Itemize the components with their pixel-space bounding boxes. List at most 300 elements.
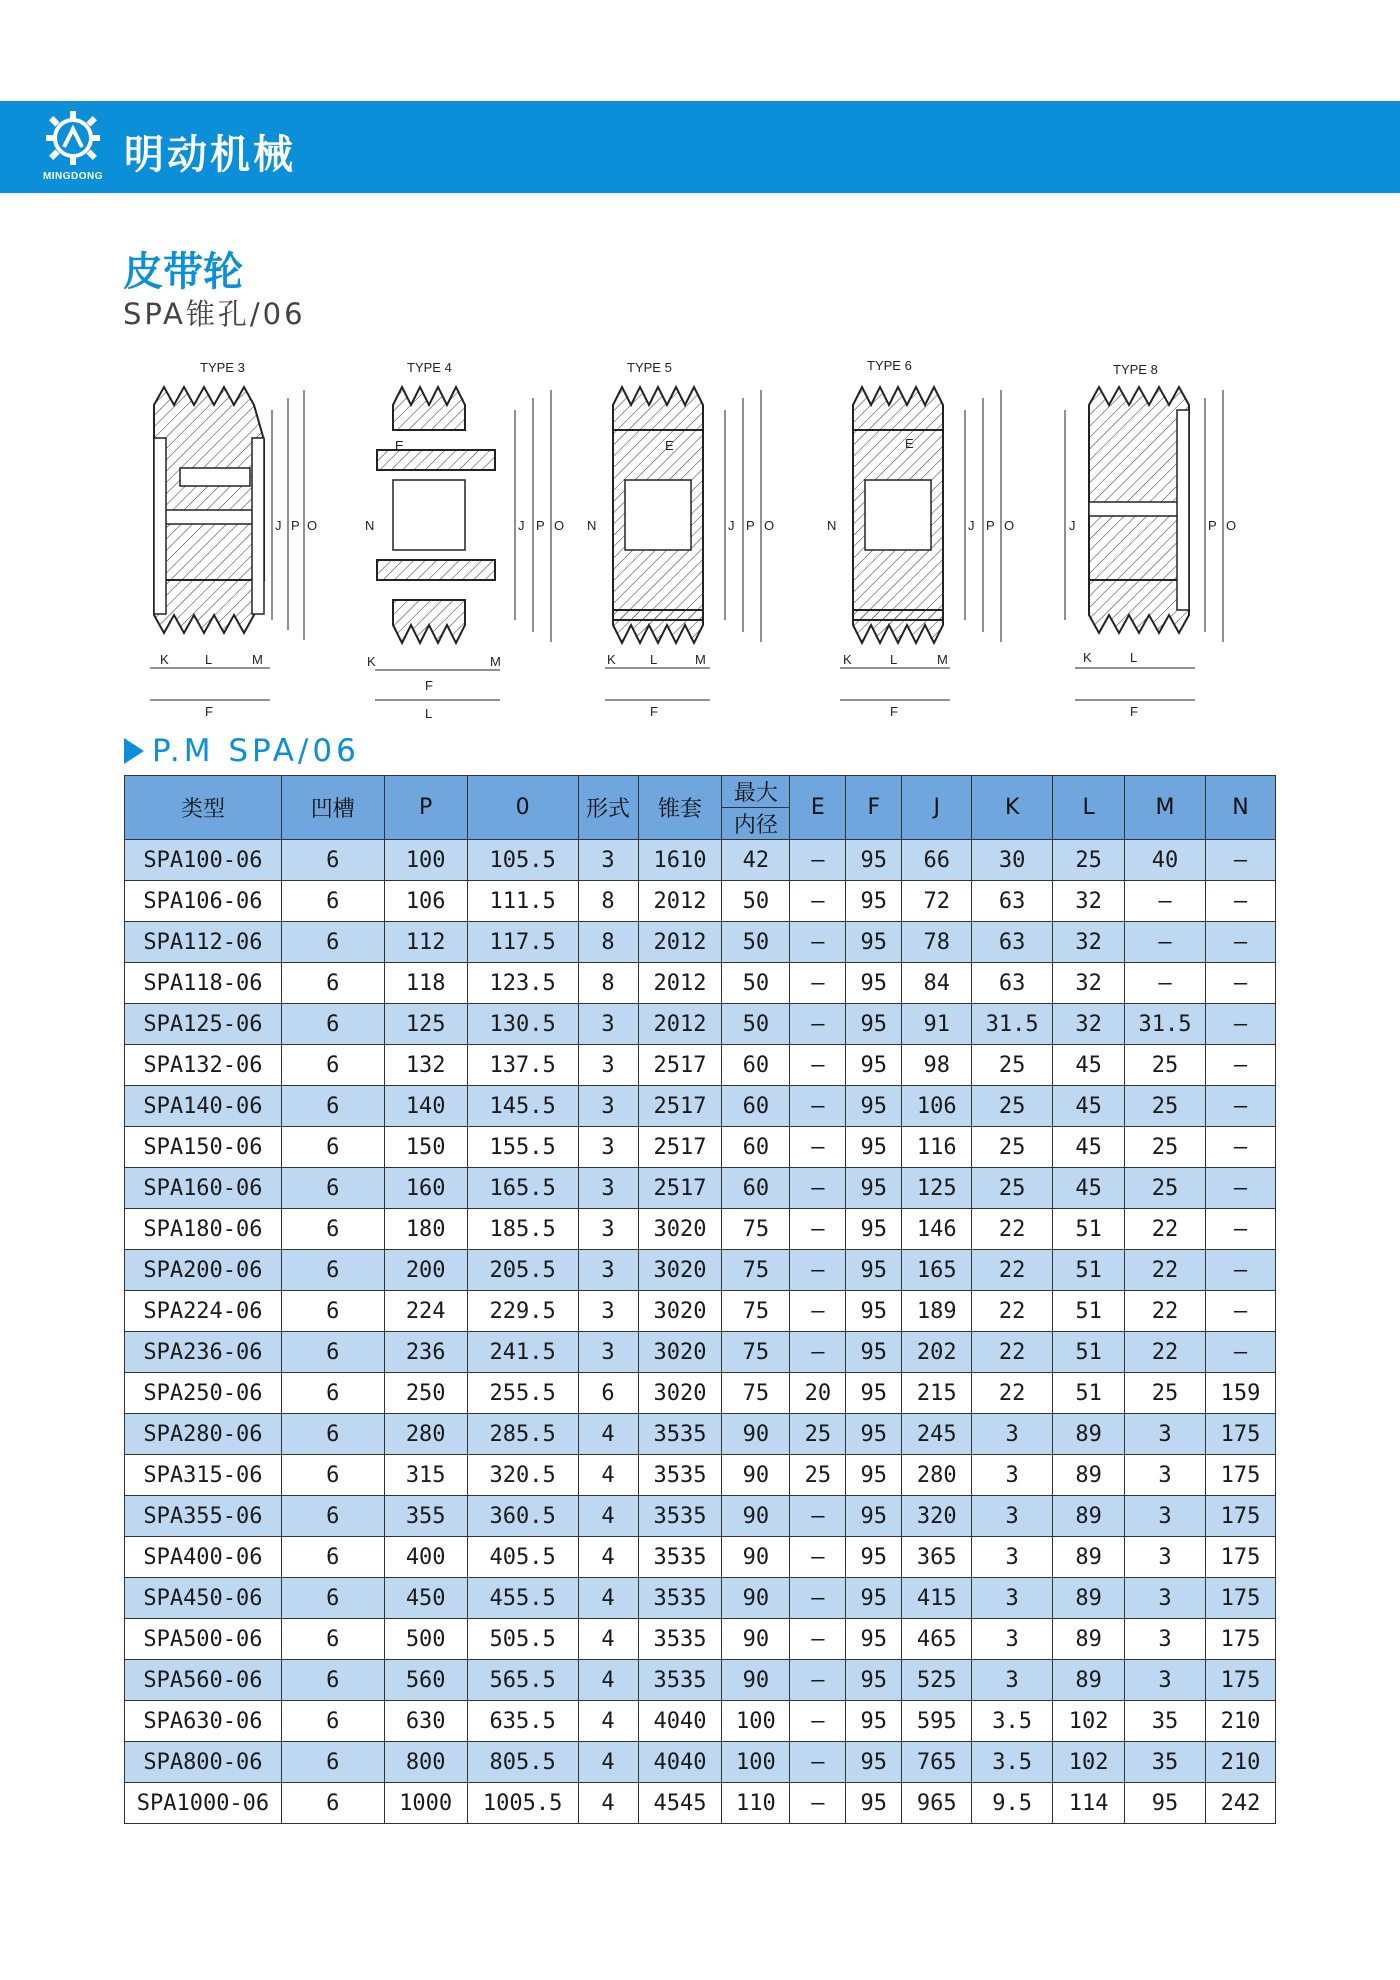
table-cell: — (790, 1332, 846, 1373)
table-cell: SPA140-06 (125, 1086, 282, 1127)
table-cell: 95 (846, 1578, 902, 1619)
table-cell: 200 (384, 1250, 467, 1291)
table-cell: — (790, 1004, 846, 1045)
table-row (125, 840, 1276, 881)
table-cell: 202 (902, 1332, 972, 1373)
table-cell: 6 (281, 840, 384, 881)
table-cell: SPA160-06 (125, 1168, 282, 1209)
table-cell: 8 (578, 881, 638, 922)
table-cell: 95 (846, 1455, 902, 1496)
table-cell: 60 (722, 1086, 790, 1127)
table-cell: 25 (1125, 1127, 1206, 1168)
table-cell: 365 (902, 1537, 972, 1578)
table-cell: 90 (722, 1537, 790, 1578)
table-cell: 3 (1125, 1455, 1206, 1496)
table-cell: 95 (846, 1209, 902, 1250)
table-cell: 175 (1205, 1619, 1275, 1660)
table-cell: 95 (846, 1291, 902, 1332)
table-cell: 2012 (638, 922, 722, 963)
svg-text:O: O (554, 518, 565, 533)
table-cell: 95 (846, 1127, 902, 1168)
table-cell: 4 (578, 1578, 638, 1619)
table-cell: 320.5 (467, 1455, 578, 1496)
col-header-n: N (1205, 776, 1275, 840)
table-cell: — (790, 1127, 846, 1168)
table-cell: SPA180-06 (125, 1209, 282, 1250)
table-cell: 66 (902, 840, 972, 881)
table-cell: 3020 (638, 1250, 722, 1291)
table-cell: 132 (384, 1045, 467, 1086)
table-cell: 3 (972, 1455, 1053, 1496)
svg-text:N: N (365, 518, 375, 533)
table-cell: 25 (972, 1127, 1053, 1168)
table-cell: 6 (281, 1414, 384, 1455)
table-cell: 6 (281, 1127, 384, 1168)
table-cell: 3.5 (972, 1742, 1053, 1783)
table-cell: 95 (846, 1414, 902, 1455)
table-row (125, 1578, 1276, 1619)
table-cell: 90 (722, 1578, 790, 1619)
svg-text:L: L (425, 706, 433, 721)
table-cell: 3 (578, 840, 638, 881)
table-cell: 320 (902, 1496, 972, 1537)
table-cell: 123.5 (467, 963, 578, 1004)
table-cell: 560 (384, 1660, 467, 1701)
table-cell: SPA315-06 (125, 1455, 282, 1496)
table-row (125, 1373, 1276, 1414)
table-cell: 236 (384, 1332, 467, 1373)
table-cell: 400 (384, 1537, 467, 1578)
table-cell: — (1205, 963, 1275, 1004)
table-cell: — (1205, 840, 1275, 881)
table-cell: 25 (972, 1086, 1053, 1127)
table-row (125, 1455, 1276, 1496)
table-row (125, 1004, 1276, 1045)
table-cell: 22 (1125, 1250, 1206, 1291)
table-cell: 117.5 (467, 922, 578, 963)
table-cell: 229.5 (467, 1291, 578, 1332)
table-cell: 51 (1053, 1209, 1125, 1250)
table-cell: 159 (1205, 1373, 1275, 1414)
diagram-type-6 (827, 358, 1014, 719)
table-cell: 95 (846, 1660, 902, 1701)
table-cell: 415 (902, 1578, 972, 1619)
table-cell: 3535 (638, 1414, 722, 1455)
table-cell: 455.5 (467, 1578, 578, 1619)
table-cell: 525 (902, 1660, 972, 1701)
table-cell: 25 (1125, 1373, 1206, 1414)
table-cell: 4 (578, 1619, 638, 1660)
table-cell: 630 (384, 1701, 467, 1742)
table-cell: 51 (1053, 1291, 1125, 1332)
col-header-j: J (902, 776, 972, 840)
table-cell: 4 (578, 1414, 638, 1455)
svg-text:F: F (890, 704, 898, 719)
table-cell: 360.5 (467, 1496, 578, 1537)
table-cell: 210 (1205, 1701, 1275, 1742)
table-cell: 6 (281, 1086, 384, 1127)
table-cell: — (1205, 1127, 1275, 1168)
gear-logo-icon (44, 109, 102, 167)
table-cell: 106 (902, 1086, 972, 1127)
table-cell: 6 (281, 1496, 384, 1537)
table-cell: 45 (1053, 1127, 1125, 1168)
table-cell: SPA500-06 (125, 1619, 282, 1660)
table-cell: SPA450-06 (125, 1578, 282, 1619)
diagram-type-5 (587, 360, 774, 719)
table-cell: 63 (972, 922, 1053, 963)
table-row (125, 1168, 1276, 1209)
table-cell: 3 (1125, 1619, 1206, 1660)
table-cell: 111.5 (467, 881, 578, 922)
table-cell: 175 (1205, 1660, 1275, 1701)
type-6-label: TYPE 6 (867, 358, 912, 373)
table-cell: — (790, 1086, 846, 1127)
table-cell: 3 (1125, 1578, 1206, 1619)
table-cell: — (790, 1496, 846, 1537)
col-header-f: F (846, 776, 902, 840)
table-cell: 102 (1053, 1742, 1125, 1783)
table-cell: 2517 (638, 1127, 722, 1168)
table-cell: 125 (902, 1168, 972, 1209)
section-title: P.M SPA/06 (152, 733, 360, 769)
svg-text:P: P (746, 518, 755, 533)
table-cell: 89 (1053, 1660, 1125, 1701)
table-cell: 35 (1125, 1742, 1206, 1783)
table-cell: 3535 (638, 1660, 722, 1701)
table-cell: SPA200-06 (125, 1250, 282, 1291)
table-cell: 30 (972, 840, 1053, 881)
table-cell: 3020 (638, 1209, 722, 1250)
table-row (125, 1332, 1276, 1373)
table-cell: 210 (1205, 1742, 1275, 1783)
table-cell: 25 (972, 1168, 1053, 1209)
svg-text:J: J (275, 518, 282, 533)
table-row (125, 1250, 1276, 1291)
brand-name: 明动机械 (124, 132, 296, 178)
table-row (125, 1086, 1276, 1127)
table-cell: — (1205, 881, 1275, 922)
table-cell: SPA224-06 (125, 1291, 282, 1332)
table-cell: 100 (384, 840, 467, 881)
type-8-label: TYPE 8 (1113, 362, 1158, 377)
table-cell: 3535 (638, 1578, 722, 1619)
table-body (125, 840, 1276, 1824)
table-cell: 112 (384, 922, 467, 963)
col-header-l: L (1053, 776, 1125, 840)
diagram-type-3 (150, 360, 317, 719)
table-cell: 50 (722, 963, 790, 1004)
col-header-type: 类型 (125, 776, 282, 840)
table-cell: 95 (846, 1250, 902, 1291)
table-cell: 3 (1125, 1496, 1206, 1537)
table-cell: 6 (281, 1660, 384, 1701)
table-cell: — (790, 1291, 846, 1332)
table-cell: 2517 (638, 1086, 722, 1127)
table-cell: — (790, 963, 846, 1004)
svg-text:P: P (536, 518, 545, 533)
table-cell: SPA560-06 (125, 1660, 282, 1701)
table-cell: 150 (384, 1127, 467, 1168)
table-cell: 2517 (638, 1168, 722, 1209)
table-cell: 95 (846, 1742, 902, 1783)
table-cell: 35 (1125, 1701, 1206, 1742)
table-cell: SPA112-06 (125, 922, 282, 963)
table-row (125, 1045, 1276, 1086)
table-cell: 160 (384, 1168, 467, 1209)
table-cell: — (790, 1045, 846, 1086)
table-cell: 6 (281, 1045, 384, 1086)
svg-text:E: E (905, 436, 914, 451)
table-cell: 280 (384, 1414, 467, 1455)
svg-text:N: N (587, 518, 597, 533)
table-cell: — (1205, 1168, 1275, 1209)
table-cell: 4040 (638, 1701, 722, 1742)
svg-text:K: K (1083, 650, 1092, 665)
table-cell: 98 (902, 1045, 972, 1086)
table-cell: 3 (1125, 1537, 1206, 1578)
svg-text:L: L (205, 652, 213, 667)
table-cell: 3 (1125, 1414, 1206, 1455)
table-cell: 285.5 (467, 1414, 578, 1455)
table-cell: 45 (1053, 1168, 1125, 1209)
table-cell: — (790, 1209, 846, 1250)
table-cell: — (790, 1537, 846, 1578)
table-cell: 595 (902, 1701, 972, 1742)
svg-text:O: O (764, 518, 775, 533)
table-cell: SPA132-06 (125, 1045, 282, 1086)
table-cell: 3 (578, 1332, 638, 1373)
table-cell: SPA150-06 (125, 1127, 282, 1168)
table-cell: 6 (281, 1168, 384, 1209)
table-cell: 3 (972, 1496, 1053, 1537)
table-row (125, 922, 1276, 963)
table-cell: 180 (384, 1209, 467, 1250)
svg-text:K: K (843, 652, 852, 667)
svg-text:F: F (205, 704, 213, 719)
table-cell: 89 (1053, 1496, 1125, 1537)
table-cell: 4 (578, 1537, 638, 1578)
table-cell: — (1205, 1045, 1275, 1086)
table-cell: — (790, 1619, 846, 1660)
table-cell: 4 (578, 1660, 638, 1701)
table-cell: 78 (902, 922, 972, 963)
table-cell: 6 (281, 1578, 384, 1619)
table-cell: — (790, 1660, 846, 1701)
spec-table (124, 775, 1276, 1824)
mingdong-logo (30, 109, 116, 185)
table-cell: 6 (281, 1742, 384, 1783)
table-cell: — (790, 1168, 846, 1209)
svg-text:L: L (650, 652, 658, 667)
table-cell: 95 (846, 881, 902, 922)
table-cell: 95 (846, 1004, 902, 1045)
table-cell: 965 (902, 1783, 972, 1824)
svg-text:F: F (650, 704, 658, 719)
table-cell: 245 (902, 1414, 972, 1455)
col-header-p: P (384, 776, 467, 840)
table-cell: 3020 (638, 1291, 722, 1332)
table-cell: 72 (902, 881, 972, 922)
svg-text:P: P (291, 518, 300, 533)
table-cell: 105.5 (467, 840, 578, 881)
table-cell: 22 (972, 1250, 1053, 1291)
table-cell: 242 (1205, 1783, 1275, 1824)
table-cell: — (790, 1742, 846, 1783)
table-cell: 4 (578, 1742, 638, 1783)
table-cell: 3535 (638, 1496, 722, 1537)
table-cell: SPA280-06 (125, 1414, 282, 1455)
table-cell: 165.5 (467, 1168, 578, 1209)
table-cell: 1610 (638, 840, 722, 881)
table-cell: 25 (1125, 1086, 1206, 1127)
diagram-type-4 (365, 360, 564, 721)
table-cell: 95 (846, 1045, 902, 1086)
table-cell: — (790, 1701, 846, 1742)
table-cell: 106 (384, 881, 467, 922)
col-header-m: M (1125, 776, 1206, 840)
table-cell: 95 (846, 922, 902, 963)
svg-text:L: L (890, 652, 898, 667)
col-header-bush: 锥套 (638, 776, 722, 840)
table-cell: 3 (578, 1127, 638, 1168)
table-cell: 3 (972, 1537, 1053, 1578)
table-cell: 20 (790, 1373, 846, 1414)
table-cell: 3 (1125, 1660, 1206, 1701)
table-cell: 102 (1053, 1701, 1125, 1742)
table-row (125, 881, 1276, 922)
pulley-type-diagrams (140, 350, 1260, 730)
table-cell: SPA118-06 (125, 963, 282, 1004)
table-cell: 2517 (638, 1045, 722, 1086)
table-cell: SPA100-06 (125, 840, 282, 881)
table-cell: 3 (972, 1578, 1053, 1619)
table-cell: 3.5 (972, 1701, 1053, 1742)
table-cell: 6 (281, 1332, 384, 1373)
table-cell: 110 (722, 1783, 790, 1824)
table-cell: 6 (281, 1373, 384, 1414)
table-cell: 8 (578, 922, 638, 963)
table-cell: SPA1000-06 (125, 1783, 282, 1824)
table-row (125, 1414, 1276, 1455)
table-cell: 95 (846, 1373, 902, 1414)
diagram-type-8 (1065, 362, 1236, 719)
table-row (125, 1537, 1276, 1578)
table-cell: 32 (1053, 881, 1125, 922)
svg-text:E: E (395, 438, 404, 453)
table-cell: 3535 (638, 1619, 722, 1660)
page-subtitle: SPA锥孔/06 (123, 297, 306, 331)
table-cell: 175 (1205, 1414, 1275, 1455)
table-cell: 60 (722, 1127, 790, 1168)
col-header-max: 最大 (722, 776, 790, 808)
table-cell: 32 (1053, 1004, 1125, 1045)
table-cell: 155.5 (467, 1127, 578, 1168)
table-cell: SPA236-06 (125, 1332, 282, 1373)
table-cell: SPA400-06 (125, 1537, 282, 1578)
table-cell: 50 (722, 881, 790, 922)
type-4-label: TYPE 4 (407, 360, 452, 375)
table-cell: — (1205, 1209, 1275, 1250)
table-cell: 565.5 (467, 1660, 578, 1701)
table-cell: 3 (578, 1045, 638, 1086)
table-row (125, 1742, 1276, 1783)
table-cell: 130.5 (467, 1004, 578, 1045)
col-header-bore: 内径 (722, 808, 790, 840)
table-cell: 3020 (638, 1373, 722, 1414)
table-cell: 95 (846, 1701, 902, 1742)
table-cell: — (790, 922, 846, 963)
table-cell: 175 (1205, 1537, 1275, 1578)
table-cell: 3 (578, 1209, 638, 1250)
type-5-label: TYPE 5 (627, 360, 672, 375)
table-cell: — (1205, 922, 1275, 963)
table-cell: 116 (902, 1127, 972, 1168)
table-cell: 2012 (638, 963, 722, 1004)
svg-text:J: J (518, 518, 525, 533)
table-cell: — (1125, 881, 1206, 922)
table-cell: 63 (972, 881, 1053, 922)
table-cell: 22 (1125, 1291, 1206, 1332)
table-cell: 75 (722, 1209, 790, 1250)
table-cell: 90 (722, 1496, 790, 1537)
header-bar (0, 101, 1400, 193)
table-cell: 4 (578, 1783, 638, 1824)
table-cell: — (790, 1578, 846, 1619)
table-cell: 3 (578, 1291, 638, 1332)
table-cell: 89 (1053, 1578, 1125, 1619)
table-cell: 6 (281, 1209, 384, 1250)
table-cell: 89 (1053, 1455, 1125, 1496)
svg-text:M: M (490, 654, 501, 669)
svg-text:P: P (1208, 518, 1217, 533)
table-cell: 800 (384, 1742, 467, 1783)
table-cell: 90 (722, 1414, 790, 1455)
table-row (125, 1291, 1276, 1332)
table-cell: 465 (902, 1619, 972, 1660)
table-row (125, 1701, 1276, 1742)
table-cell: 1005.5 (467, 1783, 578, 1824)
table-cell: 63 (972, 963, 1053, 1004)
table-cell: 95 (1125, 1783, 1206, 1824)
table-cell: 89 (1053, 1619, 1125, 1660)
table-cell: 25 (972, 1045, 1053, 1086)
table-row (125, 963, 1276, 1004)
table-cell: 241.5 (467, 1332, 578, 1373)
table-cell: 125 (384, 1004, 467, 1045)
table-cell: 6 (281, 1250, 384, 1291)
table-cell: 4040 (638, 1742, 722, 1783)
table-cell: 205.5 (467, 1250, 578, 1291)
table-cell: 175 (1205, 1455, 1275, 1496)
table-cell: 32 (1053, 963, 1125, 1004)
svg-text:L: L (1130, 650, 1138, 665)
table-cell: 50 (722, 922, 790, 963)
table-cell: 25 (1125, 1045, 1206, 1086)
table-cell: — (790, 840, 846, 881)
table-cell: 6 (281, 1619, 384, 1660)
table-cell: 25 (1125, 1168, 1206, 1209)
col-header-e: E (790, 776, 846, 840)
table-row (125, 1783, 1276, 1824)
table-cell: 42 (722, 840, 790, 881)
svg-text:O: O (307, 518, 318, 533)
table-cell: 189 (902, 1291, 972, 1332)
table-cell: 25 (790, 1414, 846, 1455)
svg-text:E: E (665, 438, 674, 453)
table-cell: 2012 (638, 1004, 722, 1045)
table-cell: 22 (972, 1373, 1053, 1414)
